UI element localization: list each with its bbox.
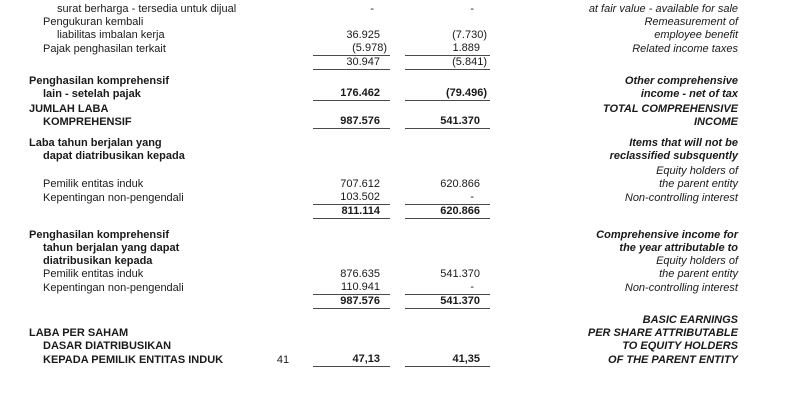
label-indonesian-text: diatribusikan kepada: [43, 255, 153, 267]
value-column-2: [405, 314, 490, 327]
value-column-1: [313, 29, 390, 42]
column-spacer: [296, 242, 313, 255]
note-reference: [270, 296, 296, 309]
label-indonesian: [29, 206, 270, 219]
label-english-text: PER SHARE ATTRIBUTABLE: [587, 327, 738, 339]
table-row: [29, 3, 738, 16]
note-reference: [270, 178, 296, 191]
column-spacer: [390, 178, 405, 191]
table-row: [29, 16, 738, 29]
label-english-line: Other comprehensive: [624, 75, 738, 87]
table-row: [29, 268, 738, 281]
column-spacer: [390, 229, 405, 242]
label-indonesian: [29, 229, 270, 242]
column-spacer: [390, 137, 405, 150]
value-column-2: [405, 255, 490, 268]
value-column-2: [405, 87, 490, 101]
value-column-1: [313, 242, 390, 255]
label-english-text: at fair value - available for sale: [588, 3, 738, 15]
value-column-1: [313, 191, 390, 205]
column-spacer: [390, 29, 405, 42]
table-row: [29, 29, 738, 42]
label-english-line: TOTAL COMPREHENSIVE: [602, 103, 738, 115]
label-indonesian-text: tahun berjalan yang dapat: [43, 242, 180, 254]
value-column-1: [313, 87, 390, 101]
value-column-2: [405, 268, 490, 281]
column-spacer: [296, 165, 313, 178]
value-column-2: [405, 229, 490, 242]
table-row: [29, 327, 738, 340]
amount-year-1: 876.635: [340, 268, 380, 280]
column-spacer: [296, 88, 313, 101]
label-indonesian: [29, 242, 270, 255]
column-spacer: [296, 206, 313, 219]
column-spacer: [296, 29, 313, 42]
label-indonesian: [29, 150, 270, 163]
table-row: [29, 242, 738, 255]
value-column-2: [405, 3, 490, 16]
note-reference: [270, 43, 296, 56]
label-english-text: the parent entity: [659, 268, 738, 280]
amount-year-1: 176.462: [340, 87, 380, 99]
label-english: [490, 103, 738, 129]
column-spacer: [390, 282, 405, 295]
label-indonesian: [29, 282, 270, 295]
column-spacer: [296, 268, 313, 281]
value-column-1: [313, 16, 390, 29]
label-indonesian: [29, 354, 270, 367]
value-column-1: [313, 42, 390, 56]
column-spacer: [296, 116, 313, 129]
label-indonesian-line: KOMPREHENSIF: [43, 116, 132, 128]
value-column-2: [405, 327, 490, 340]
value-column-1: [313, 137, 390, 150]
label-indonesian-text: KEPADA PEMILIK ENTITAS INDUK: [43, 354, 224, 366]
label-indonesian-text: Pajak penghasilan terkait: [43, 43, 166, 55]
label-indonesian: [29, 192, 270, 205]
value-column-2: [405, 340, 490, 353]
amount-year-1: 987.576: [340, 115, 380, 127]
label-english: [490, 354, 738, 367]
table-row: [29, 56, 738, 70]
label-indonesian-text: Kepentingan non-pengendali: [43, 192, 184, 204]
value-column-2: [405, 56, 490, 70]
value-column-2: [405, 29, 490, 42]
label-english-text: employee benefit: [654, 29, 738, 41]
amount-year-1: 707.612: [340, 178, 380, 190]
label-indonesian: [29, 57, 270, 70]
value-column-1: [313, 150, 390, 163]
label-english: [490, 255, 738, 268]
note-reference: [270, 282, 296, 295]
column-spacer: [390, 296, 405, 309]
label-english: [490, 3, 738, 16]
value-column-2: [405, 165, 490, 178]
table-row: [29, 75, 738, 101]
column-spacer: [296, 255, 313, 268]
column-spacer: [390, 165, 405, 178]
label-indonesian-line: JUMLAH LABA: [29, 103, 109, 115]
label-indonesian: [29, 43, 270, 56]
value-column-1: [313, 255, 390, 268]
note-reference: [270, 150, 296, 163]
label-english-line: income - net of tax: [640, 88, 738, 100]
table-row: [29, 340, 738, 353]
label-indonesian-text: Laba tahun berjalan yang: [29, 137, 162, 149]
label-indonesian-text: surat berharga - tersedia untuk dijual: [57, 3, 237, 15]
amount-year-2: -: [470, 191, 474, 203]
value-column-1: [313, 314, 390, 327]
note-number: 41: [276, 354, 290, 366]
table-row: [29, 295, 738, 309]
value-column-2: [405, 115, 490, 129]
label-english-text: reclassified subsquently: [609, 150, 738, 162]
value-column-1: [313, 3, 390, 16]
value-column-1: [313, 281, 390, 295]
value-column-1: [313, 229, 390, 242]
amount-year-1: 36.925: [346, 29, 380, 41]
label-english: [490, 29, 738, 42]
label-indonesian: [29, 296, 270, 309]
label-indonesian-text: Pemilik entitas induk: [43, 178, 144, 190]
column-spacer: [296, 327, 313, 340]
table-row: [29, 103, 738, 129]
amount-year-1: 103.502: [340, 191, 380, 203]
label-english: [490, 340, 738, 353]
value-column-1: [313, 205, 390, 219]
column-spacer: [390, 314, 405, 327]
label-indonesian: [29, 268, 270, 281]
label-english-text: Non-controlling interest: [624, 192, 738, 204]
label-english-text: Comprehensive income for: [596, 229, 738, 241]
amount-year-1: 30.947: [346, 56, 380, 68]
value-column-1: [313, 295, 390, 309]
column-spacer: [296, 314, 313, 327]
column-spacer: [390, 16, 405, 29]
column-spacer: [296, 43, 313, 56]
value-column-1: [313, 353, 390, 367]
amount-year-2: (79.496): [446, 87, 487, 99]
table-row: [29, 137, 738, 150]
column-spacer: [296, 354, 313, 367]
label-english-text: Non-controlling interest: [624, 282, 738, 294]
amount-year-2: 41,35: [452, 353, 480, 365]
amount-year-1: (5.978): [352, 42, 387, 54]
value-column-2: [405, 42, 490, 56]
label-indonesian-text: Kepentingan non-pengendali: [43, 282, 184, 294]
label-english: [490, 242, 738, 255]
column-spacer: [390, 354, 405, 367]
label-english: [490, 282, 738, 295]
label-indonesian: [29, 16, 270, 29]
column-spacer: [296, 16, 313, 29]
table-row: [29, 42, 738, 56]
value-column-1: [313, 56, 390, 70]
value-column-1: [313, 340, 390, 353]
label-english-text: the year attributable to: [619, 242, 738, 254]
value-column-1: [313, 268, 390, 281]
value-column-2: [405, 137, 490, 150]
note-reference: [270, 57, 296, 70]
amount-year-1: 987.576: [340, 295, 380, 307]
note-reference: [270, 165, 296, 178]
note-reference: [270, 16, 296, 29]
value-column-2: [405, 178, 490, 191]
amount-year-2: 620.866: [440, 205, 480, 217]
label-english-text: BASIC EARNINGS: [642, 314, 738, 326]
label-english-text: Equity holders of: [656, 255, 738, 267]
label-english: [490, 206, 738, 219]
value-column-2: [405, 16, 490, 29]
value-column-1: [313, 327, 390, 340]
label-indonesian-text: Pengukuran kembali: [43, 16, 144, 28]
comprehensive-income-table: [29, 3, 738, 367]
label-indonesian: [29, 255, 270, 268]
label-indonesian: [29, 75, 270, 101]
amount-year-1: -: [370, 3, 374, 15]
label-english-text: TO EQUITY HOLDERS: [622, 340, 738, 352]
label-indonesian: [29, 340, 270, 353]
label-english-line: INCOME: [694, 116, 738, 128]
note-reference: [270, 116, 296, 129]
column-spacer: [390, 116, 405, 129]
table-row: [29, 165, 738, 178]
column-spacer: [390, 57, 405, 70]
amount-year-2: -: [470, 281, 474, 293]
label-indonesian: [29, 314, 270, 327]
note-reference: [270, 354, 296, 367]
note-reference: [270, 137, 296, 150]
amount-year-1: 811.114: [341, 205, 380, 217]
label-english: [490, 137, 738, 150]
label-english: [490, 314, 738, 327]
label-english: [490, 16, 738, 29]
note-reference: [270, 340, 296, 353]
amount-year-1: 110.941: [341, 281, 380, 293]
column-spacer: [390, 327, 405, 340]
label-indonesian-line: lain - setelah pajak: [43, 88, 141, 100]
label-indonesian-text: liabilitas imbalan kerja: [57, 29, 165, 41]
label-indonesian-text: Penghasilan komprehensif: [29, 229, 169, 241]
amount-year-2: 541.370: [440, 115, 480, 127]
column-spacer: [390, 3, 405, 16]
value-column-2: [405, 281, 490, 295]
table-row: [29, 281, 738, 295]
label-english-text: Remeasurement of: [644, 16, 738, 28]
table-row: [29, 191, 738, 205]
label-indonesian-text: DASAR DIATRIBUSIKAN: [43, 340, 172, 352]
label-english: [490, 229, 738, 242]
note-reference: [270, 314, 296, 327]
table-row: [29, 205, 738, 219]
table-row: [29, 178, 738, 191]
column-spacer: [390, 268, 405, 281]
value-column-2: [405, 191, 490, 205]
amount-year-2: (5.841): [452, 56, 487, 68]
label-indonesian-line: Penghasilan komprehensif: [29, 75, 169, 87]
label-indonesian-text: LABA PER SAHAM: [29, 327, 129, 339]
column-spacer: [296, 192, 313, 205]
label-english: [490, 178, 738, 191]
value-column-2: [405, 295, 490, 309]
label-english: [490, 296, 738, 309]
note-reference: [270, 229, 296, 242]
note-reference: [270, 3, 296, 16]
column-spacer: [390, 242, 405, 255]
column-spacer: [390, 43, 405, 56]
column-spacer: [296, 340, 313, 353]
value-column-2: [405, 150, 490, 163]
column-spacer: [296, 3, 313, 16]
column-spacer: [296, 178, 313, 191]
note-reference: [270, 206, 296, 219]
note-reference: [270, 192, 296, 205]
label-english: [490, 150, 738, 163]
amount-year-2: 541.370: [440, 295, 480, 307]
value-column-1: [313, 178, 390, 191]
column-spacer: [390, 206, 405, 219]
note-reference: [270, 88, 296, 101]
label-english-text: Items that will not be: [629, 137, 738, 149]
value-column-2: [405, 353, 490, 367]
label-english: [490, 327, 738, 340]
table-row: [29, 150, 738, 163]
table-row: [29, 229, 738, 242]
value-column-2: [405, 242, 490, 255]
note-reference: [270, 242, 296, 255]
label-english: [490, 57, 738, 70]
label-indonesian: [29, 103, 270, 129]
note-reference: [270, 268, 296, 281]
column-spacer: [296, 137, 313, 150]
amount-year-1: 47,13: [352, 353, 380, 365]
column-spacer: [390, 340, 405, 353]
label-indonesian: [29, 165, 270, 178]
table-row: [29, 255, 738, 268]
column-spacer: [296, 57, 313, 70]
value-column-1: [313, 115, 390, 129]
amount-year-2: 1.889: [452, 42, 480, 54]
amount-year-2: (7.730): [452, 29, 487, 41]
column-spacer: [296, 282, 313, 295]
label-english: [490, 268, 738, 281]
label-english: [490, 43, 738, 56]
label-indonesian: [29, 29, 270, 42]
label-indonesian: [29, 178, 270, 191]
label-english-text: Equity holders of: [656, 165, 738, 177]
table-row: [29, 314, 738, 327]
table-row: [29, 353, 738, 367]
label-english-text: Related income taxes: [632, 43, 738, 55]
column-spacer: [390, 88, 405, 101]
value-column-2: [405, 205, 490, 219]
label-english-text: the parent entity: [659, 178, 738, 190]
value-column-1: [313, 165, 390, 178]
amount-year-2: -: [470, 3, 474, 15]
amount-year-2: 620.866: [440, 178, 480, 190]
note-reference: [270, 327, 296, 340]
column-spacer: [390, 255, 405, 268]
column-spacer: [296, 229, 313, 242]
column-spacer: [296, 150, 313, 163]
column-spacer: [390, 192, 405, 205]
label-indonesian: [29, 3, 270, 16]
label-english-text: OF THE PARENT ENTITY: [608, 354, 738, 366]
column-spacer: [390, 150, 405, 163]
label-indonesian-text: dapat diatribusikan kepada: [43, 150, 185, 162]
label-english: [490, 192, 738, 205]
label-english: [490, 75, 738, 101]
note-reference: [270, 255, 296, 268]
column-spacer: [296, 296, 313, 309]
label-indonesian: [29, 327, 270, 340]
amount-year-2: 541.370: [440, 268, 480, 280]
label-indonesian: [29, 137, 270, 150]
label-english: [490, 165, 738, 178]
label-indonesian-text: Pemilik entitas induk: [43, 268, 144, 280]
note-reference: [270, 29, 296, 42]
